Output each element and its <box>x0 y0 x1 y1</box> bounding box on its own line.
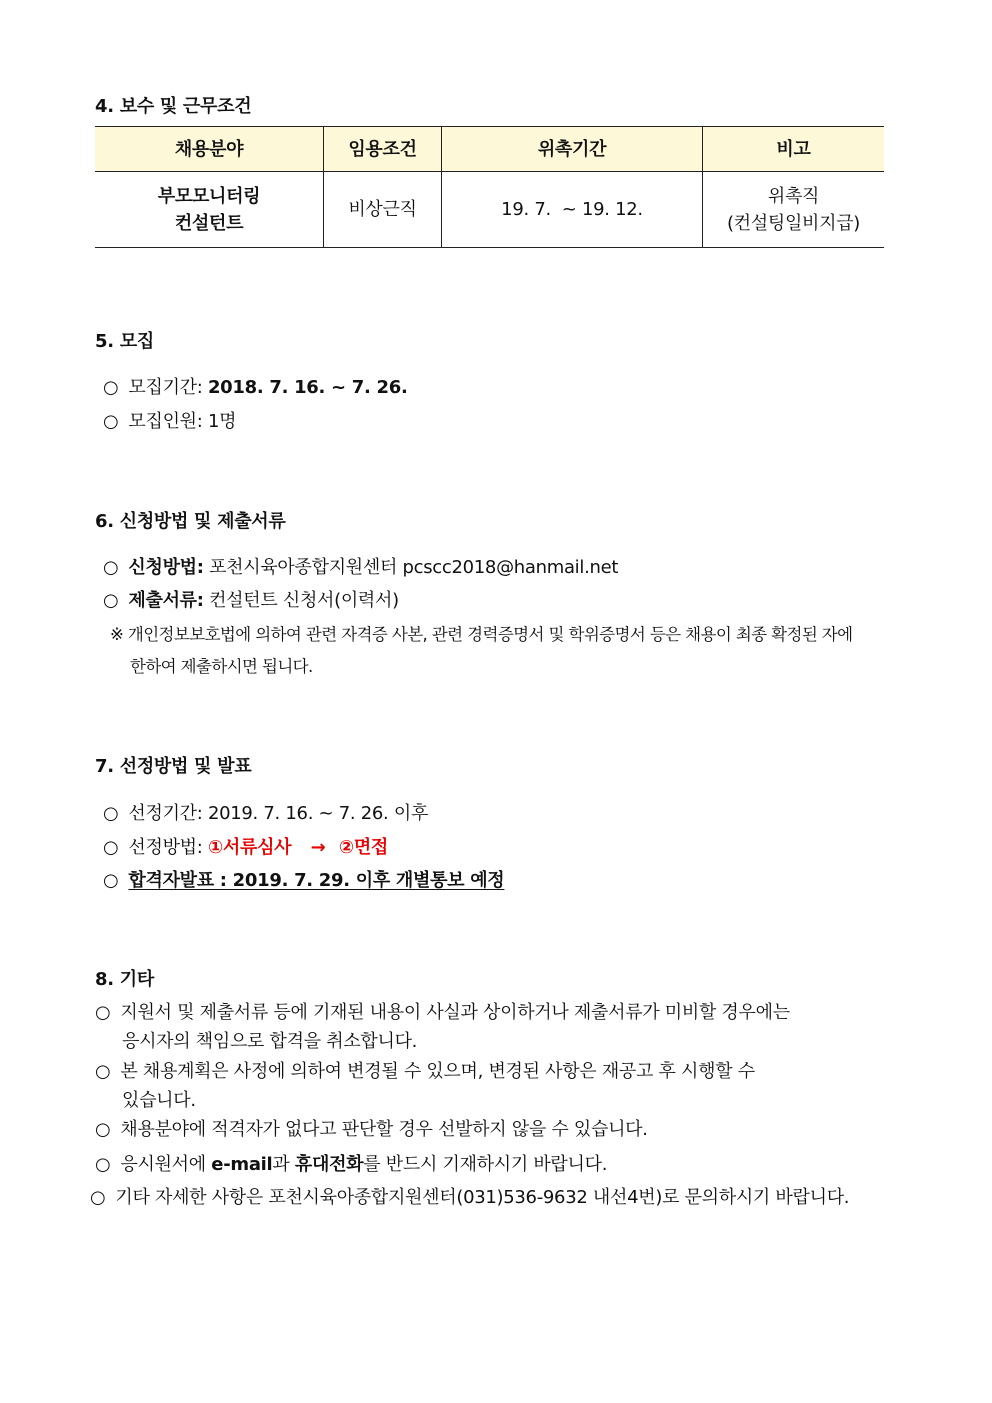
announcement-value: 합격자발표 : 2019. 7. 29. 이후 개별통보 예정 <box>128 870 505 891</box>
header-note: 비고 <box>703 127 885 172</box>
bullet-circle: ○ <box>95 1002 111 1023</box>
bullet-circle: ○ <box>103 870 119 891</box>
selection-period-item <box>103 799 428 825</box>
cell-field <box>95 172 324 248</box>
documents-item <box>103 586 399 612</box>
selection-step-2: ②면접 <box>338 837 389 858</box>
documents-label: 제출서류: <box>128 590 204 611</box>
recruit-period-item <box>103 373 408 399</box>
apply-method-value: 포천시육아종합지원센터 pcscc2018@hanmail.net <box>209 557 619 578</box>
section-6-title: 6. 신청방법 및 제출서류 <box>95 511 286 532</box>
documents-value: 컨설턴트 신청서(이력서) <box>209 590 399 611</box>
selection-period-label: 선정기간: <box>128 803 203 824</box>
etc-item-4-mid: 과 <box>272 1154 290 1175</box>
table-header-row <box>95 127 884 172</box>
etc-item-4-phone: 휴대전화 <box>294 1154 364 1175</box>
selection-method-item <box>103 833 388 859</box>
header-condition: 임용조건 <box>324 127 442 172</box>
etc-item-5 <box>90 1183 849 1209</box>
cell-condition: 비상근직 <box>324 172 442 248</box>
cell-field-line2: 컨설턴트 <box>174 212 244 234</box>
cell-field-line1: 부모모니터링 <box>157 185 261 207</box>
etc-item-1-text: 지원서 및 제출서류 등에 기재된 내용이 사실과 상이하거나 제출서류가 미비할 경우에는 <box>120 1002 790 1023</box>
selection-method-label: 선정방법: <box>128 837 203 858</box>
bullet-circle: ○ <box>103 557 119 578</box>
recruit-period-label: 모집기간: <box>128 377 203 398</box>
recruit-count-item <box>103 407 236 433</box>
cell-note-line1: 위촉직 <box>767 185 820 207</box>
etc-item-2-text: 본 채용계획은 사정에 의하여 변경될 수 있으며, 변경된 사항은 재공고 후 시행할 수 <box>120 1061 755 1082</box>
selection-step-1: ①서류심사 <box>207 837 292 858</box>
recruit-period-value: 2018. 7. 16. ~ 7. 26. <box>207 377 408 398</box>
etc-item-4-suffix: 를 반드시 기재하시기 바랍니다. <box>363 1154 608 1175</box>
bullet-circle: ○ <box>103 590 119 611</box>
recruit-count-value: 1명 <box>207 411 237 432</box>
etc-item-4-email: e-mail <box>211 1154 273 1175</box>
etc-item-1-line2: 응시자의 책임으로 합격을 취소합니다. <box>122 1031 418 1052</box>
bullet-circle: ○ <box>103 377 119 398</box>
cell-note <box>703 172 885 248</box>
etc-item-5-text: 기타 자세한 사항은 포천시육아종합지원센터(031)536-9632 내선4번)로 문의하시기 바랍니다. <box>115 1187 850 1208</box>
section-7-title: 7. 선정방법 및 발표 <box>95 756 252 777</box>
table-row <box>95 172 884 248</box>
bullet-circle: ○ <box>103 803 119 824</box>
etc-item-4-prefix: 응시원서에 <box>120 1154 206 1175</box>
etc-item-3-text: 채용분야에 적격자가 없다고 판단할 경우 선발하지 않을 수 있습니다. <box>120 1119 648 1140</box>
cell-period: 19. 7. ~ 19. 12. <box>442 172 703 248</box>
privacy-note-line1: ※ 개인정보보호법에 의하여 관련 자격증 사본, 관련 경력증명서 및 학위증명서 등은 채용이 최종 확정된 자에 <box>110 625 853 644</box>
arrow-icon: → <box>310 837 326 858</box>
bullet-circle: ○ <box>95 1154 111 1175</box>
etc-item-2-line1 <box>95 1057 755 1083</box>
header-period: 위촉기간 <box>442 127 703 172</box>
recruit-count-label: 모집인원: <box>128 411 203 432</box>
bullet-circle: ○ <box>103 837 119 858</box>
section-5-title: 5. 모집 <box>95 331 154 352</box>
bullet-circle: ○ <box>90 1187 106 1208</box>
etc-item-3 <box>95 1115 648 1141</box>
selection-period-value: 2019. 7. 16. ~ 7. 26. 이후 <box>207 803 429 824</box>
header-field: 채용분야 <box>95 127 324 172</box>
etc-item-2-line2: 있습니다. <box>122 1090 196 1111</box>
privacy-note-line2: 한하여 제출하시면 됩니다. <box>130 657 313 676</box>
etc-item-4 <box>95 1150 607 1176</box>
bullet-circle: ○ <box>103 411 119 432</box>
section-4-title: 4. 보수 및 근무조건 <box>95 96 252 117</box>
cell-note-line2: (컨설팅일비지급) <box>726 212 861 234</box>
apply-method-item <box>103 553 618 579</box>
announcement-item <box>103 866 504 892</box>
conditions-table <box>95 126 884 248</box>
apply-method-label: 신청방법: <box>128 557 204 578</box>
bullet-circle: ○ <box>95 1061 111 1082</box>
section-8-title: 8. 기타 <box>95 969 154 990</box>
etc-item-1-line1 <box>95 998 790 1024</box>
bullet-circle: ○ <box>95 1119 111 1140</box>
